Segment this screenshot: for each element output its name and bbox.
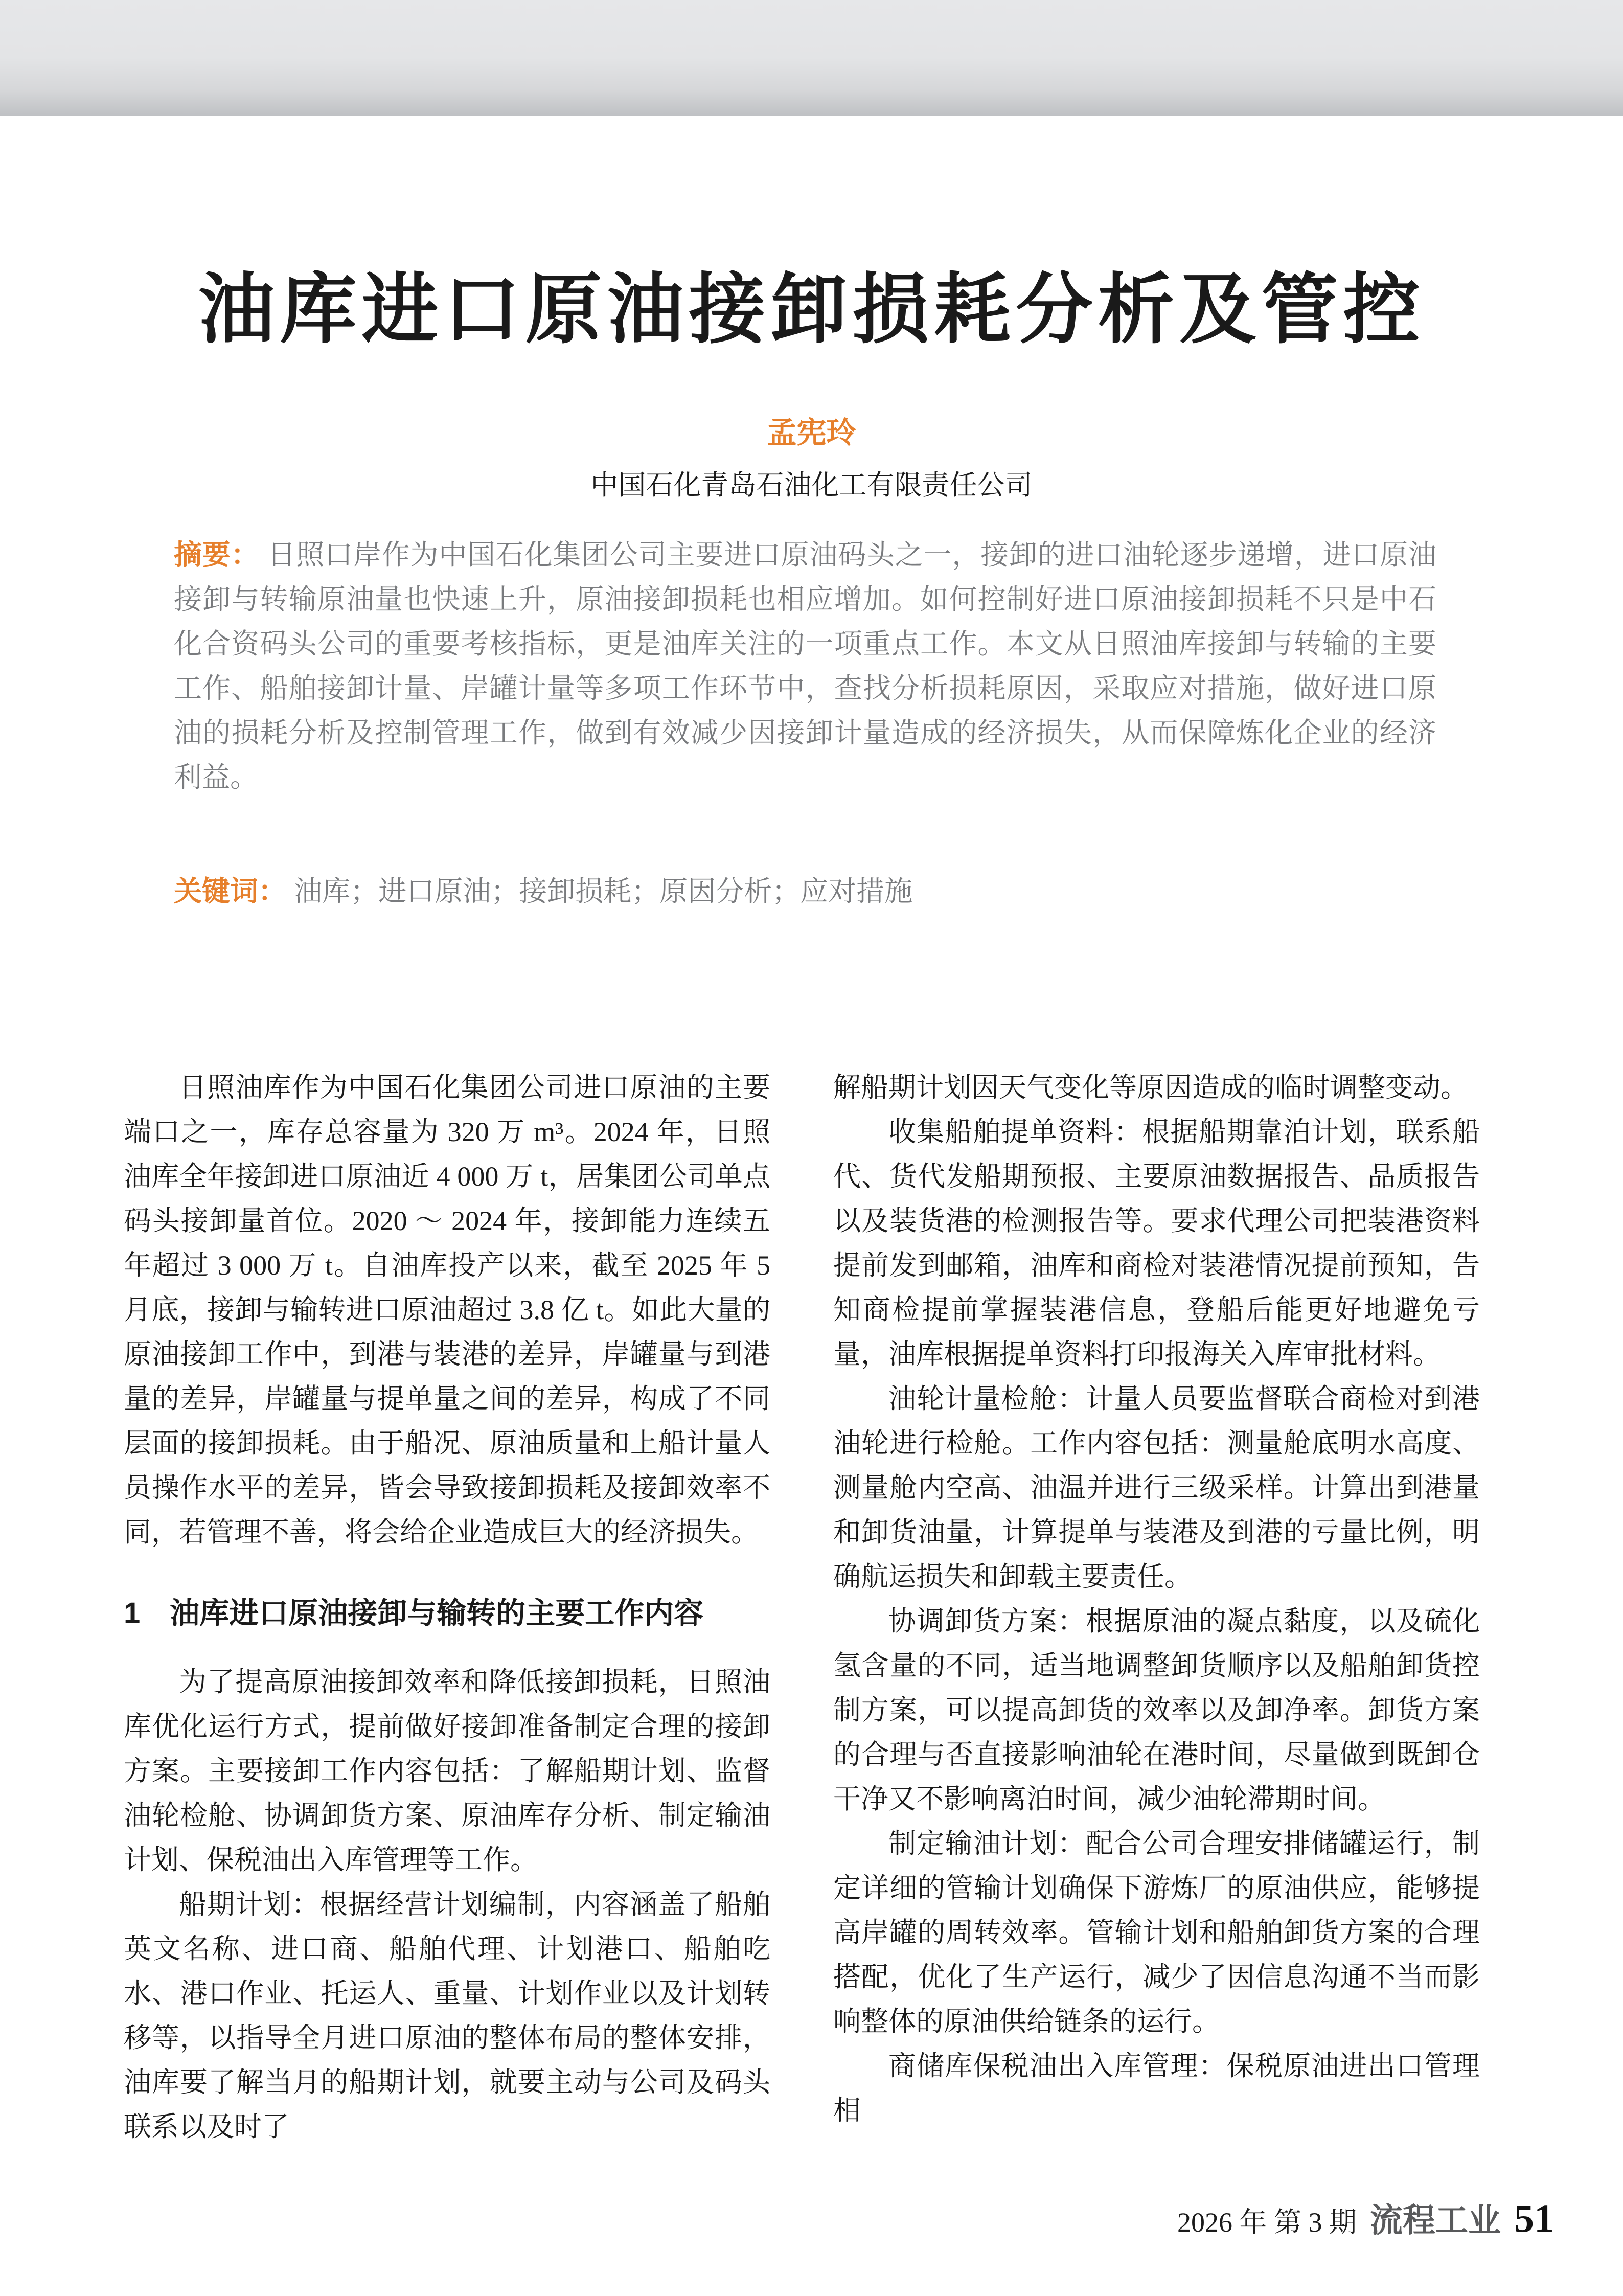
abstract-label: 摘要：	[174, 539, 260, 571]
article-title: 油库进口原油接卸损耗分析及管控	[198, 266, 1425, 352]
page-footer	[1177, 2194, 1554, 2241]
body-column-left	[124, 1065, 770, 2149]
keywords-block	[174, 869, 1436, 914]
body-paragraph: 协调卸货方案：根据原油的凝点黏度，以及硫化氢含量的不同，适当地调整卸货顺序以及船舶卸货控制方案，可以提高卸货的效率以及卸净率。卸货方案的合理与否直接影响油轮在港时间，尽量做到既卸仓干净又不影响离泊时间，减少油轮滞期时间。	[833, 1606, 1480, 1814]
body-column-right	[833, 1065, 1480, 2133]
body-paragraph: 制定输油计划：配合公司合理安排储罐运行，制定详细的管输计划确保下游炼厂的原油供应，能够提高岸罐的周转效率。管输计划和船舶卸货方案的合理搭配，优化了生产运行，减少了因信息沟通不当而影响整体的原油供给链条的运行。	[833, 1828, 1480, 2037]
body-paragraph: 油轮计量检舱：计量人员要监督联合商检对到港油轮进行检舱。工作内容包括：测量舱底明水高度、测量舱内空高、油温并进行三级采样。计算出到港量和卸货油量，计算提单与装港及到港的亏量比例，明确航运损失和卸载主要责任。	[833, 1383, 1480, 1592]
author-name: 孟宪玲	[767, 416, 856, 449]
author-affiliation: 中国石化青岛石油化工有限责任公司	[590, 470, 1033, 501]
body-paragraph: 解船期计划因天气变化等原因造成的临时调整变动。	[833, 1072, 1468, 1103]
abstract-block	[174, 533, 1436, 800]
page-header-band	[0, 0, 1623, 116]
body-paragraph: 船期计划：根据经营计划编制，内容涵盖了船舶英文名称、进口商、船舶代理、计划港口、船舶吃水、港口作业、托运人、重量、计划作业以及计划转移等，以指导全月进口原油的整体布局的整体安排，油库要了解当月的船期计划，就要主动与公司及码头联系以及时了	[124, 1889, 770, 2142]
section-heading	[124, 1590, 770, 1636]
journal-name-logo: 流程工业	[1370, 2202, 1501, 2239]
page-number: 51	[1514, 2196, 1554, 2240]
section-number: 1	[124, 1597, 141, 1630]
footer-issue: 2026 年 第 3 期	[1177, 2207, 1357, 2238]
abstract-text: 日照口岸作为中国石化集团公司主要进口原油码头之一，接卸的进口油轮逐步递增，进口原油接卸与转输原油量也快速上升，原油接卸损耗也相应增加。如何控制好进口原油接卸损耗不只是中石化合资码头公司的重要考核指标，更是油库关注的一项重点工作。本文从日照油库接卸与转输的主要工作、船舶接卸计量、岸罐计量等多项工作环节中，查找分析损耗原因，采取应对措施，做好进口原油的损耗分析及控制管理工作，做到有效减少因接卸计量造成的经济损失，从而保障炼化企业的经济利益。	[174, 539, 1436, 793]
body-paragraph: 商储库保税油出入库管理：保税原油进出口管理相	[833, 2051, 1480, 2126]
keywords-text: 油库；进口原油；接卸损耗；原因分析；应对措施	[294, 875, 913, 907]
keywords-label: 关键词：	[174, 875, 287, 907]
section-heading-text: 油库进口原油接卸与输转的主要工作内容	[170, 1597, 704, 1630]
body-paragraph: 收集船舶提单资料：根据船期靠泊计划，联系船代、货代发船期预报、主要原油数据报告、品质报告以及装货港的检测报告等。要求代理公司把装港资料提前发到邮箱，油库和商检对装港情况提前预知，告知商检提前掌握装港信息，登船后能更好地避免亏量，油库根据提单资料打印报海关入库审批材料。	[833, 1117, 1480, 1370]
body-paragraph: 日照油库作为中国石化集团公司进口原油的主要端口之一，库存总容量为 320 万 m³。2024 年，日照油库全年接卸进口原油近 4 000 万 t，居集团公司单点码头接卸量首位。2020 ～ 2024 年，接卸能力连续五年超过 3 000 万 t。自油库投产以来，截至 2025 年 5 月底，接卸与输转进口原油超过 3.8 亿 t。如此大量的原油接卸工作中，到港与装港的差异，岸罐量与到港量的差异，岸罐量与提单量之间的差异，构成了不同层面的接卸损耗。由于船况、原油质量和上船计量人员操作水平的差异，皆会导致接卸损耗及接卸效率不同，若管理不善，将会给企业造成巨大的经济损失。	[124, 1072, 770, 1548]
body-paragraph: 为了提高原油接卸效率和降低接卸损耗，日照油库优化运行方式，提前做好接卸准备制定合理的接卸方案。主要接卸工作内容包括：了解船期计划、监督油轮检舱、协调卸货方案、原油库存分析、制定输油计划、保税油出入库管理等工作。	[124, 1667, 770, 1875]
